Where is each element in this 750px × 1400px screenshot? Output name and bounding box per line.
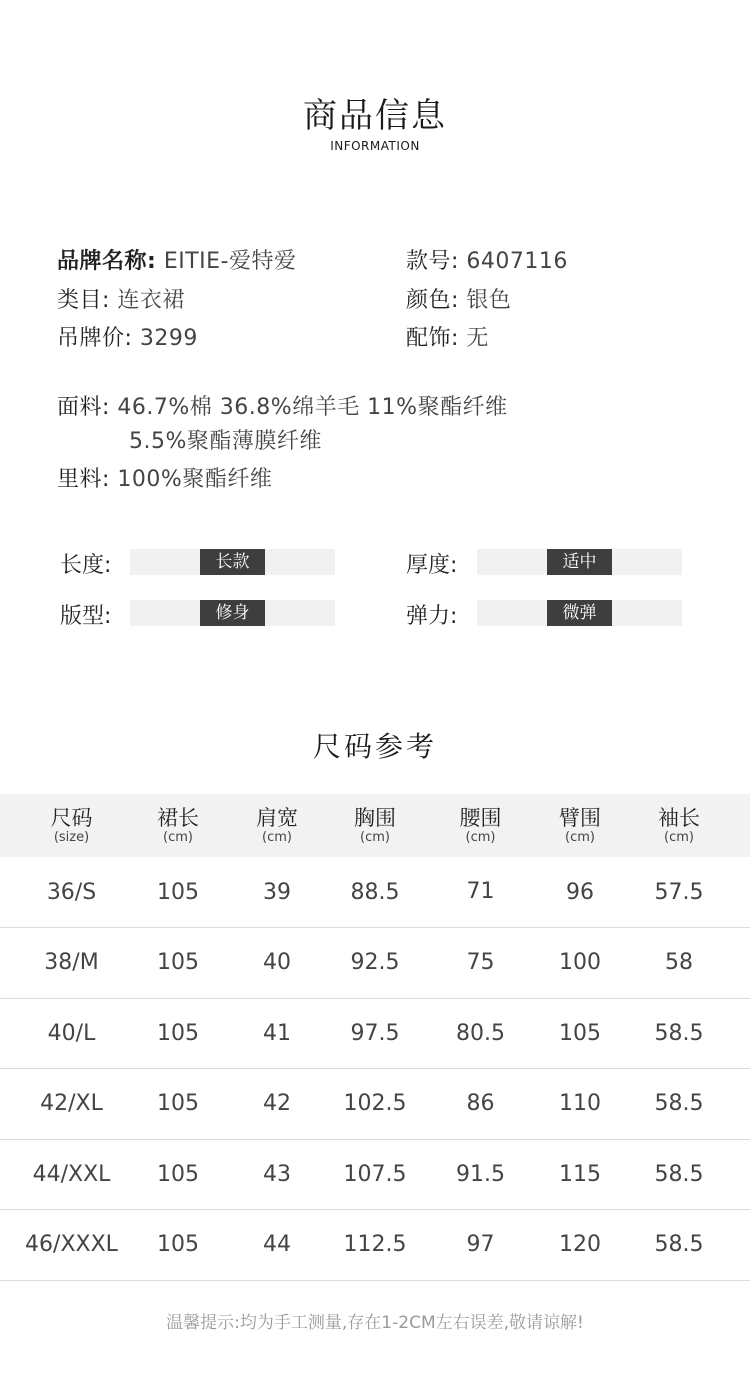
cell-bust: 112.5 [341, 1210, 409, 1281]
cell-sleeve: 57.5 [608, 857, 750, 928]
size-title-cn: 尺码参考 [312, 730, 437, 763]
cell-sleeve: 58 [608, 928, 750, 999]
color-label: 颜色: [406, 288, 459, 313]
table-row [0, 1069, 750, 1140]
length-label: 长度: [60, 553, 112, 578]
cell-sleeve: 58.5 [608, 998, 750, 1069]
lining-value: 100%聚酯纤维 [117, 467, 273, 492]
cell-size: 36/S [0, 857, 143, 928]
fabric-row-cont [129, 424, 322, 455]
cell-size: 38/M [0, 928, 143, 999]
table-row [0, 998, 750, 1069]
cell-arm: 105 [552, 998, 608, 1069]
accessory-row [406, 321, 489, 352]
cell-waist: 91.5 [409, 1139, 552, 1210]
fabric-value-line1: 46.7%棉 36.8%绵羊毛 11%聚酯纤维 [117, 395, 508, 420]
thickness-chip: 适中 [547, 549, 612, 575]
cell-waist: 75 [409, 928, 552, 999]
fabric-value-line2: 5.5%聚酯薄膜纤维 [129, 429, 322, 454]
cell-arm: 96 [552, 857, 608, 928]
size-table-header [0, 794, 750, 857]
header-dress-length: 裙长 (cm) [143, 794, 213, 857]
header-shoulder: 肩宽 (cm) [213, 794, 341, 857]
cell-shoulder: 42 [213, 1069, 341, 1140]
cell-size: 46/XXXL [0, 1210, 143, 1281]
style-no-value: 6407116 [466, 249, 568, 274]
brand-value: EITIE-爱特爱 [163, 249, 297, 274]
cell-bust: 102.5 [341, 1069, 409, 1140]
accessory-value: 无 [466, 326, 489, 351]
category-value: 连衣裙 [117, 288, 185, 313]
cell-waist: 86 [409, 1069, 552, 1140]
cell-sleeve: 58.5 [608, 1069, 750, 1140]
tag-price-label: 吊牌价: [57, 326, 133, 351]
cell-shoulder: 44 [213, 1210, 341, 1281]
cell-dress-length: 105 [143, 1069, 213, 1140]
cell-dress-length: 105 [143, 928, 213, 999]
info-title-en: INFORMATION [330, 139, 420, 153]
header-sleeve: 袖长 (cm) [608, 794, 750, 857]
elasticity-bar [477, 600, 682, 626]
fit-chip: 修身 [200, 600, 265, 626]
cell-size: 42/XL [0, 1069, 143, 1140]
length-chip: 长款 [200, 549, 265, 575]
cell-waist: 71 [409, 857, 552, 928]
thickness-label: 厚度: [406, 553, 458, 578]
cell-dress-length: 105 [143, 1139, 213, 1210]
cell-dress-length: 105 [143, 857, 213, 928]
accessory-label: 配饰: [406, 326, 459, 351]
category-label: 类目: [57, 288, 110, 313]
brand-row [57, 244, 296, 275]
tag-price-row [57, 321, 198, 352]
cell-size: 40/L [0, 998, 143, 1069]
cell-bust: 107.5 [341, 1139, 409, 1210]
header-waist: 腰围 (cm) [409, 794, 552, 857]
cell-shoulder: 43 [213, 1139, 341, 1210]
cell-sleeve: 58.5 [608, 1139, 750, 1210]
tag-price-value: 3299 [139, 326, 198, 351]
cell-arm: 100 [552, 928, 608, 999]
elasticity-chip: 微弹 [547, 600, 612, 626]
fabric-row [57, 390, 508, 421]
color-row [406, 283, 511, 314]
cell-bust: 88.5 [341, 857, 409, 928]
cell-arm: 110 [552, 1069, 608, 1140]
table-row [0, 1139, 750, 1210]
header-arm: 臂围 (cm) [552, 794, 608, 857]
fabric-label: 面料: [57, 395, 110, 420]
fit-bar [130, 600, 335, 626]
lining-row [57, 462, 272, 493]
table-row [0, 857, 750, 928]
lining-label: 里料: [57, 467, 110, 492]
cell-arm: 115 [552, 1139, 608, 1210]
header-bust: 胸围 (cm) [341, 794, 409, 857]
category-row [57, 283, 185, 314]
header-size: 尺码 (size) [0, 794, 143, 857]
table-row [0, 928, 750, 999]
cell-bust: 92.5 [341, 928, 409, 999]
cell-dress-length: 105 [143, 998, 213, 1069]
info-title-cn: 商品信息 [303, 96, 447, 136]
fit-label: 版型: [60, 604, 112, 629]
cell-dress-length: 105 [143, 1210, 213, 1281]
measurement-note: 温馨提示:均为手工测量,存在1-2CM左右误差,敬请谅解! [166, 1313, 584, 1333]
color-value: 银色 [466, 288, 512, 313]
cell-shoulder: 40 [213, 928, 341, 999]
cell-waist: 97 [409, 1210, 552, 1281]
style-no-row [406, 244, 568, 275]
cell-sleeve: 58.5 [608, 1210, 750, 1281]
cell-bust: 97.5 [341, 998, 409, 1069]
length-bar [130, 549, 335, 575]
cell-size: 44/XXL [0, 1139, 143, 1210]
cell-shoulder: 41 [213, 998, 341, 1069]
brand-label: 品牌名称: [57, 249, 157, 274]
elasticity-label: 弹力: [406, 604, 458, 629]
cell-arm: 120 [552, 1210, 608, 1281]
style-no-label: 款号: [406, 249, 459, 274]
size-table [0, 794, 750, 1281]
table-row [0, 1210, 750, 1281]
info-section-title [0, 88, 750, 153]
thickness-bar [477, 549, 682, 575]
size-section-title [0, 725, 750, 765]
cell-shoulder: 39 [213, 857, 341, 928]
cell-waist: 80.5 [409, 998, 552, 1069]
